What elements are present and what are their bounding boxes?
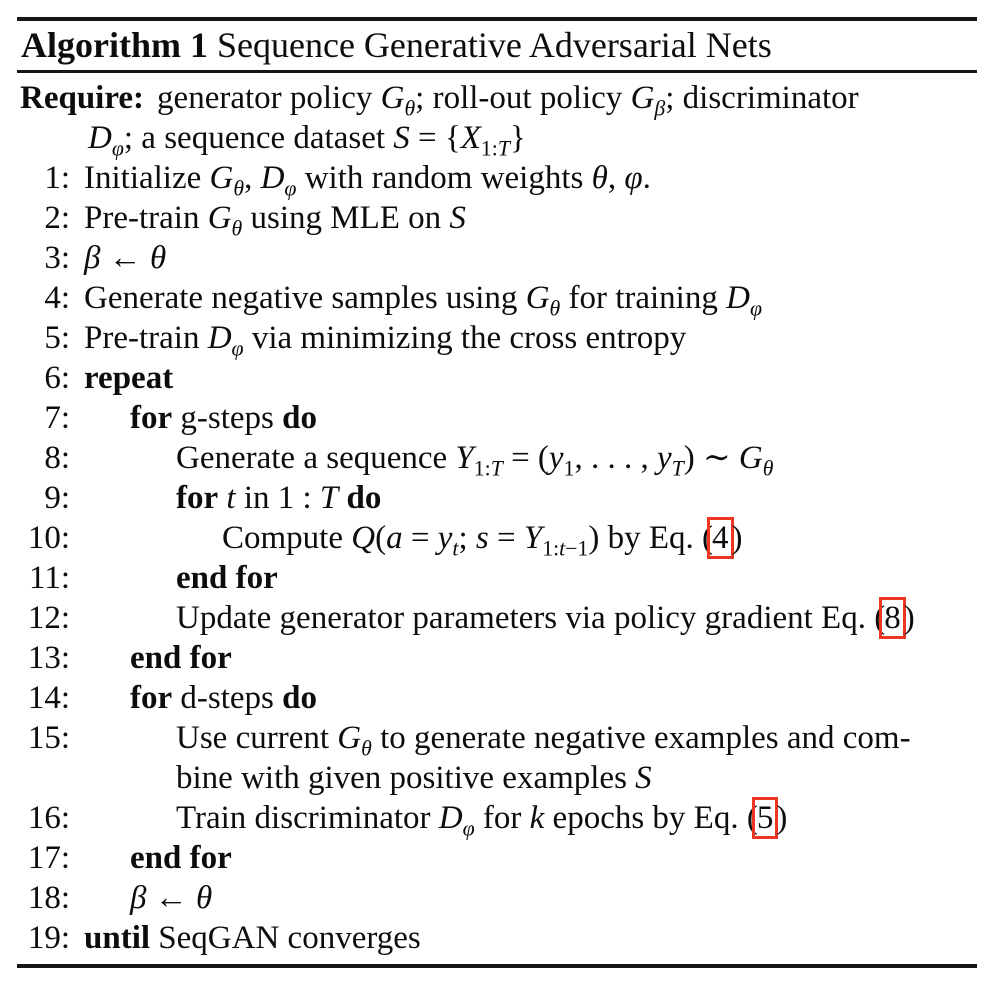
require-content [88,80,859,161]
line-content [176,558,278,598]
text-segment: SeqGAN converges [150,920,421,956]
text-segment: do [346,480,382,516]
text-segment: ) [903,600,915,636]
algorithm-line-18 [0,878,990,918]
line-content [176,598,915,638]
algorithm-line-9 [0,478,990,518]
algorithm-line-19 [0,918,990,958]
text-segment: θ [762,456,774,481]
text-segment: S [449,200,466,236]
text-segment: ← [100,240,150,276]
eq-ref-link[interactable]: 8 [879,597,906,639]
text-segment: θ [149,240,167,276]
text-segment: φ [624,160,643,196]
line-number: 15: [27,720,70,756]
line-content [84,158,651,201]
line-content [84,238,166,278]
text-segment: end for [130,840,232,876]
line-number: 1: [44,160,70,196]
text-segment: Pre-train [84,320,208,356]
text-segment: T [671,456,684,481]
line-content [130,838,232,878]
text-segment: generator policy [157,80,381,116]
text-segment: S [393,120,410,156]
algorithm-line-15 [0,718,990,798]
line-number: 4: [44,280,70,316]
text-segment: = { [409,120,461,156]
text-segment: for [130,400,173,436]
bottom-rule [17,964,977,968]
line-number: 7: [44,400,70,436]
algorithm-title [0,21,990,70]
text-segment: repeat [84,360,174,396]
line-content [130,678,317,718]
text-segment: ( [375,520,387,556]
text-segment: 1: [473,456,491,481]
text-segment: k [529,800,545,836]
algorithm-line-5 [0,318,990,361]
text-segment: end for [130,640,232,676]
text-segment: g-steps [172,400,283,436]
line-content [130,878,212,918]
line-content [222,518,743,561]
text-segment: d-steps [172,680,283,716]
text-segment: D [88,120,112,156]
line-content [130,398,317,438]
line-content [176,438,774,481]
require-keyword: Require: [20,80,145,116]
text-segment: t [226,480,236,516]
algorithm-title-keyword: Algorithm 1 [21,25,208,65]
text-segment: θ [404,96,416,121]
algorithm-line-1 [0,158,990,201]
text-segment: ; [458,520,476,556]
line-number: 14: [27,680,70,716]
text-segment: 1: [542,536,560,561]
line-content [84,198,466,241]
text-segment: φ [462,816,475,841]
text-segment: G [525,280,550,316]
text-segment: , [607,160,625,196]
text-segment: = [488,520,524,556]
text-segment [338,480,346,516]
line-content [84,278,762,321]
text-segment: end for [176,560,278,596]
algorithm-line-16 [0,798,990,841]
text-segment: ; a sequence dataset [123,120,394,156]
text-segment: Initialize [84,160,210,196]
line-content [176,798,788,841]
text-segment: , . . . , [574,440,657,476]
text-segment: y [437,520,453,556]
text-segment: Generate negative samples using [84,280,526,316]
line-number: 9: [44,480,70,516]
text-segment: Y [455,440,474,476]
text-segment: X [460,120,481,156]
algorithm-line-3 [0,238,990,278]
text-segment: −1 [565,536,589,561]
text-segment: via minimizing the cross entropy [243,320,687,356]
line-number: 19: [27,920,70,956]
text-segment: y [656,440,672,476]
text-segment: t [559,536,566,561]
text-segment: y [548,440,564,476]
text-segment: for [176,480,219,516]
text-segment: ) [731,520,743,556]
line-number: 16: [27,800,70,836]
text-segment: θ [231,216,243,241]
text-segment: ) by Eq. ( [588,520,713,556]
text-segment: θ [195,880,213,916]
text-segment: for training [560,280,727,316]
line-content [84,318,687,361]
text-segment: T [490,456,503,481]
algorithm-line-7 [0,398,990,438]
line-content [176,478,381,518]
text-segment: for [130,680,173,716]
text-segment: with random weights [296,160,592,196]
text-segment: in 1 : [235,480,320,516]
text-segment: s [475,520,489,556]
text-segment: Update generator parameters via policy gradient Eq. ( [176,600,886,636]
line-number: 8: [44,440,70,476]
line-content [84,918,421,958]
text-segment: ) ∼ [683,440,739,476]
text-segment: T [497,136,510,161]
text-segment: a [386,520,403,556]
text-segment: Pre-train [84,200,208,236]
text-segment: D [726,280,750,316]
text-segment: Q [351,520,376,556]
algorithm-line-11 [0,558,990,598]
text-segment: , [244,160,261,196]
text-segment: β [84,240,101,276]
algorithm-line-6 [0,358,990,398]
text-segment: do [282,400,317,436]
line-number: 10: [27,520,70,556]
line-number: 6: [44,360,70,396]
text-segment: θ [233,176,245,201]
text-segment: Compute [222,520,352,556]
text-segment: } [509,120,526,156]
text-segment: β [130,880,147,916]
algorithm-line-8 [0,438,990,481]
line-content [130,638,232,678]
line-content [176,718,911,798]
text-segment: ; roll-out policy [415,80,631,116]
line-number: 12: [27,600,70,636]
text-segment: epochs by Eq. ( [544,800,758,836]
algorithm-title-text: Sequence Generative Adversarial Nets [207,25,772,65]
text-segment: T [319,480,339,516]
text-segment: to generate negative examples and com- [371,720,911,756]
algorithm-line-12 [0,598,990,638]
text-segment: S [635,760,652,796]
text-segment: do [282,680,317,716]
text-segment: φ [231,336,244,361]
line-number: 17: [27,840,70,876]
algorithm-line-14 [0,678,990,718]
text-segment: G [209,160,234,196]
algorithm-body [0,158,990,958]
text-segment: 1 [563,456,575,481]
text-segment: φ [111,136,124,161]
text-segment: φ [284,176,297,201]
text-segment: D [438,800,463,836]
text-segment: D [207,320,232,356]
text-segment: for [474,800,530,836]
text-segment: φ [749,296,762,321]
text-segment: = ( [502,440,549,476]
text-segment: ) [776,800,788,836]
text-segment: Generate a sequence [176,440,456,476]
text-segment: until [84,920,151,956]
text-segment: D [260,160,285,196]
eq-ref-link[interactable]: 4 [707,517,734,559]
text-segment: t [452,536,459,561]
algorithm-line-13 [0,638,990,678]
line-number: 2: [44,200,70,236]
text-segment: β [654,96,666,121]
text-segment: θ [361,736,372,761]
text-segment: Use current [176,720,338,756]
line-number: 11: [29,560,70,596]
text-segment: bine with given positive examples [176,760,636,796]
text-segment: G [337,720,362,756]
text-segment: G [207,200,232,236]
text-segment: ← [146,880,196,916]
require-line [0,73,990,161]
line-number: 13: [27,640,70,676]
eq-ref-link[interactable]: 5 [752,797,779,839]
text-segment: G [630,80,655,116]
text-segment: G [380,80,405,116]
text-segment: . [642,160,651,196]
algorithm-line-4 [0,278,990,321]
algorithm-line-17 [0,838,990,878]
text-segment: 1: [480,136,498,161]
line-number: 5: [44,320,70,356]
line-content [84,358,173,398]
text-segment: using MLE on [242,200,450,236]
text-segment: Train discriminator [176,800,439,836]
line-number: 18: [27,880,70,916]
text-segment: Y [523,520,543,556]
text-segment: ; discriminator [665,80,859,116]
text-segment: = [402,520,438,556]
algorithm-line-10 [0,518,990,561]
algorithm-line-2 [0,198,990,241]
text-segment: G [738,440,763,476]
text-segment: θ [591,160,608,196]
line-number: 3: [44,240,70,276]
text-segment: θ [549,296,561,321]
